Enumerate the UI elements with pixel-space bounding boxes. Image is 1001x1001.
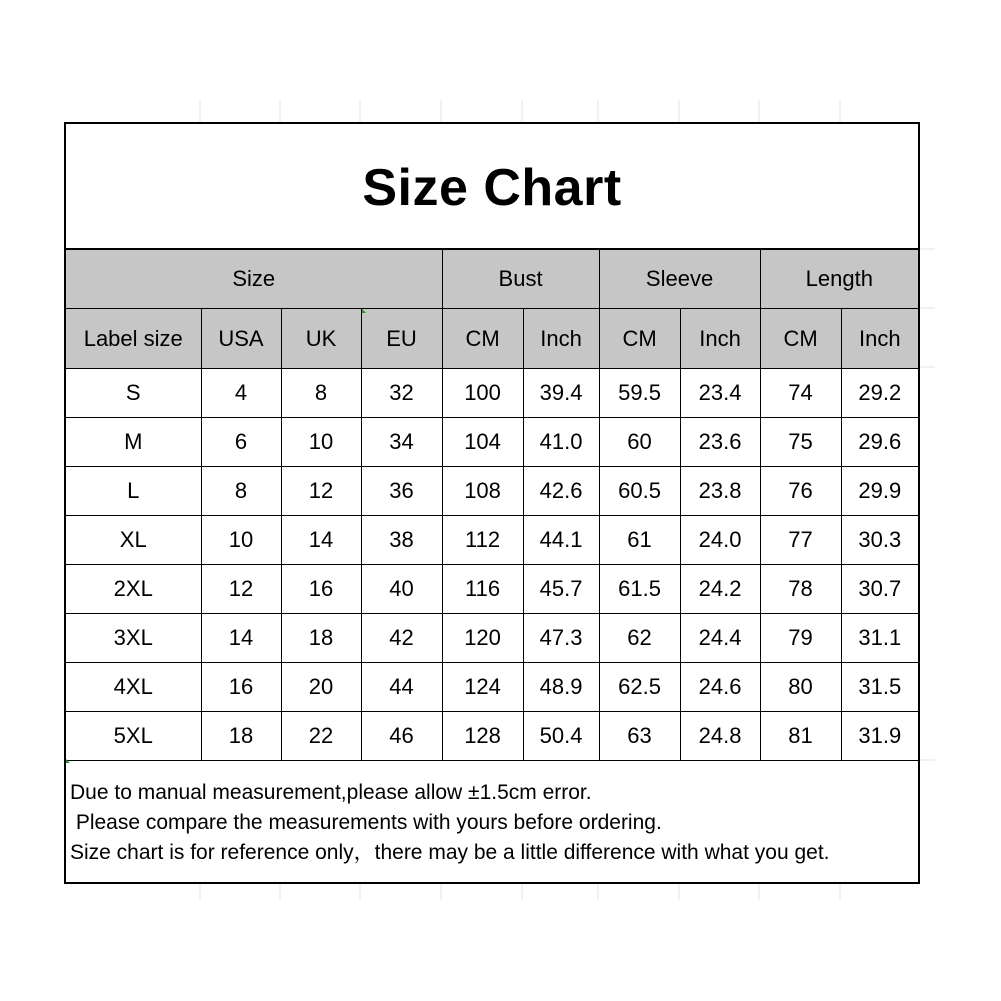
sub-header-row xyxy=(66,309,918,369)
cell-usa: 4 xyxy=(201,369,281,418)
cell-length-inch: 30.3 xyxy=(841,516,918,565)
cell-label-size: S xyxy=(66,369,201,418)
cell-sleeve-inch: 24.0 xyxy=(680,516,760,565)
size-chart xyxy=(64,122,920,884)
table-row xyxy=(66,712,918,761)
cell-sleeve-inch: 24.2 xyxy=(680,565,760,614)
cell-length-cm: 77 xyxy=(760,516,841,565)
cell-bust-inch: 39.4 xyxy=(523,369,599,418)
cell-eu: 36 xyxy=(361,467,442,516)
cell-bust-inch: 48.9 xyxy=(523,663,599,712)
cell-uk: 12 xyxy=(281,467,361,516)
cell-sleeve-inch: 23.4 xyxy=(680,369,760,418)
cell-usa: 12 xyxy=(201,565,281,614)
cell-bust-inch: 42.6 xyxy=(523,467,599,516)
cell-eu: 34 xyxy=(361,418,442,467)
cell-label-size: 4XL xyxy=(66,663,201,712)
cell-bust-inch: 47.3 xyxy=(523,614,599,663)
title-row xyxy=(66,124,918,250)
cell-uk: 22 xyxy=(281,712,361,761)
sub-header-sleeve-cm: CM xyxy=(599,309,680,369)
table-row xyxy=(66,614,918,663)
cell-usa: 6 xyxy=(201,418,281,467)
sub-header-sleeve-inch: Inch xyxy=(680,309,760,369)
cell-sleeve-cm: 63 xyxy=(599,712,680,761)
cell-sleeve-inch: 24.6 xyxy=(680,663,760,712)
cell-uk: 8 xyxy=(281,369,361,418)
cell-label-size: 5XL xyxy=(66,712,201,761)
group-header-bust: Bust xyxy=(442,250,599,309)
chart-title: Size Chart xyxy=(362,159,622,217)
note-measurement-error: Due to manual measurement,please allow ±1.5cm error. xyxy=(70,781,592,804)
cell-usa: 10 xyxy=(201,516,281,565)
cell-bust-cm: 128 xyxy=(442,712,523,761)
cell-length-inch: 31.9 xyxy=(841,712,918,761)
group-header-size: Size xyxy=(66,250,442,309)
cell-eu: 40 xyxy=(361,565,442,614)
table-row xyxy=(66,663,918,712)
sub-header-label-size: Label size xyxy=(66,309,201,369)
cell-eu: 42 xyxy=(361,614,442,663)
cell-eu: 44 xyxy=(361,663,442,712)
sub-header-usa: USA xyxy=(201,309,281,369)
cell-uk: 16 xyxy=(281,565,361,614)
cell-bust-inch: 44.1 xyxy=(523,516,599,565)
cell-length-cm: 78 xyxy=(760,565,841,614)
cell-usa: 14 xyxy=(201,614,281,663)
table-row xyxy=(66,565,918,614)
cell-length-cm: 80 xyxy=(760,663,841,712)
cell-eu: 46 xyxy=(361,712,442,761)
cell-sleeve-cm: 60.5 xyxy=(599,467,680,516)
cell-length-inch: 29.6 xyxy=(841,418,918,467)
sub-header-uk: UK xyxy=(281,309,361,369)
cell-length-inch: 29.9 xyxy=(841,467,918,516)
cell-length-cm: 79 xyxy=(760,614,841,663)
cell-label-size: 2XL xyxy=(66,565,201,614)
cell-length-cm: 74 xyxy=(760,369,841,418)
sub-header-bust-inch: Inch xyxy=(523,309,599,369)
cell-length-inch: 31.5 xyxy=(841,663,918,712)
cell-sleeve-cm: 61.5 xyxy=(599,565,680,614)
notes xyxy=(66,761,918,868)
cell-sleeve-cm: 60 xyxy=(599,418,680,467)
cell-length-cm: 75 xyxy=(760,418,841,467)
cell-bust-cm: 120 xyxy=(442,614,523,663)
cell-corner-mark xyxy=(66,759,70,763)
cell-usa: 8 xyxy=(201,467,281,516)
table-row xyxy=(66,467,918,516)
note-reference-only: Size chart is for reference only，there may be a little difference with what you get. xyxy=(70,841,830,864)
cell-bust-inch: 41.0 xyxy=(523,418,599,467)
cell-sleeve-inch: 23.6 xyxy=(680,418,760,467)
group-header-row xyxy=(66,250,918,309)
cell-sleeve-cm: 62 xyxy=(599,614,680,663)
sub-header-length-inch: Inch xyxy=(841,309,918,369)
cell-length-inch: 29.2 xyxy=(841,369,918,418)
group-header-length: Length xyxy=(760,250,918,309)
cell-eu: 32 xyxy=(361,369,442,418)
cell-label-size: XL xyxy=(66,516,201,565)
cell-sleeve-cm: 59.5 xyxy=(599,369,680,418)
cell-sleeve-cm: 62.5 xyxy=(599,663,680,712)
table-row xyxy=(66,418,918,467)
note-compare-measurements: Please compare the measurements with yours before ordering. xyxy=(70,811,662,834)
cell-length-inch: 30.7 xyxy=(841,565,918,614)
cell-bust-cm: 108 xyxy=(442,467,523,516)
cell-label-size: L xyxy=(66,467,201,516)
cell-bust-cm: 116 xyxy=(442,565,523,614)
cell-corner-mark xyxy=(362,309,366,313)
cell-sleeve-inch: 24.4 xyxy=(680,614,760,663)
sub-header-eu: EU xyxy=(361,309,442,369)
cell-bust-cm: 100 xyxy=(442,369,523,418)
sub-header-length-cm: CM xyxy=(760,309,841,369)
cell-uk: 20 xyxy=(281,663,361,712)
sub-header-bust-cm: CM xyxy=(442,309,523,369)
cell-bust-inch: 50.4 xyxy=(523,712,599,761)
cell-eu: 38 xyxy=(361,516,442,565)
group-header-sleeve: Sleeve xyxy=(599,250,760,309)
cell-bust-cm: 124 xyxy=(442,663,523,712)
table-row xyxy=(66,516,918,565)
cell-length-inch: 31.1 xyxy=(841,614,918,663)
cell-label-size: M xyxy=(66,418,201,467)
table-body xyxy=(66,250,918,761)
cell-sleeve-inch: 24.8 xyxy=(680,712,760,761)
cell-bust-inch: 45.7 xyxy=(523,565,599,614)
cell-length-cm: 81 xyxy=(760,712,841,761)
cell-bust-cm: 112 xyxy=(442,516,523,565)
cell-uk: 10 xyxy=(281,418,361,467)
size-table xyxy=(66,250,918,761)
cell-bust-cm: 104 xyxy=(442,418,523,467)
cell-sleeve-inch: 23.8 xyxy=(680,467,760,516)
cell-length-cm: 76 xyxy=(760,467,841,516)
cell-uk: 14 xyxy=(281,516,361,565)
cell-label-size: 3XL xyxy=(66,614,201,663)
cell-usa: 18 xyxy=(201,712,281,761)
cell-uk: 18 xyxy=(281,614,361,663)
cell-sleeve-cm: 61 xyxy=(599,516,680,565)
table-row xyxy=(66,369,918,418)
cell-usa: 16 xyxy=(201,663,281,712)
